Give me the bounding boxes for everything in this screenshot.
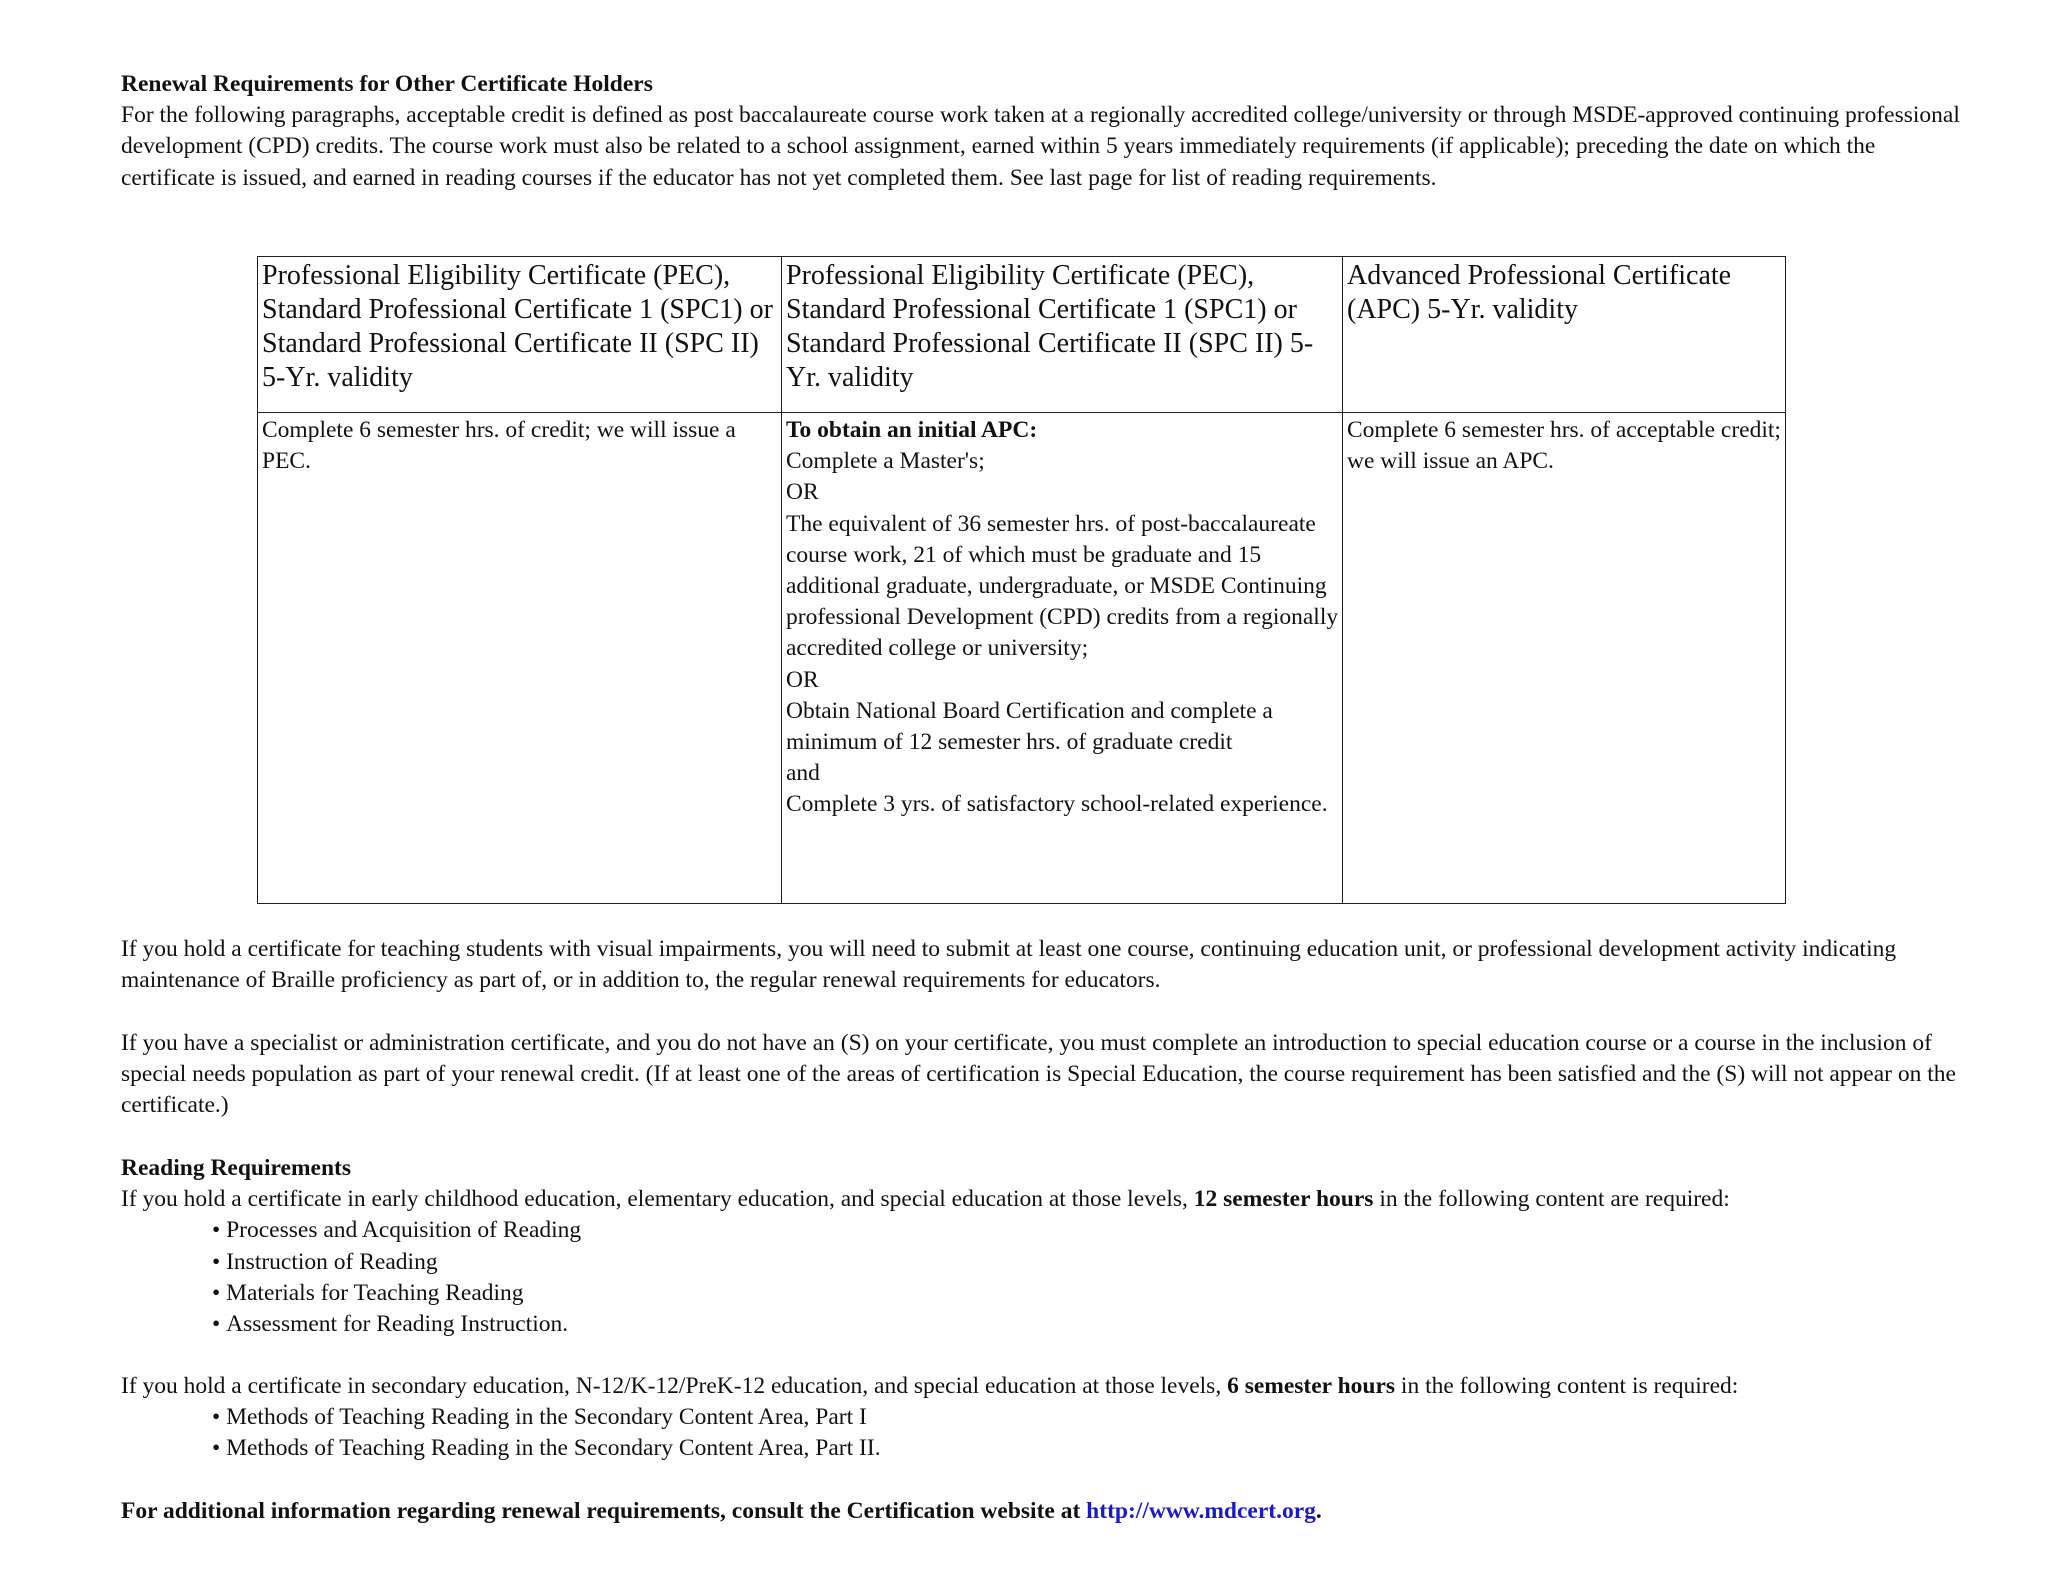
- reading-requirements-section: [121, 1153, 1971, 1340]
- reading-heading: Reading Requirements: [121, 1155, 351, 1181]
- footer-text: For additional information regarding renewal requirements, consult the Certification website at: [121, 1498, 1087, 1524]
- secondary-paragraph: [121, 1371, 1971, 1402]
- renewal-requirements-table: [257, 256, 1786, 904]
- list-item: • Processes and Acquisition of Reading: [212, 1215, 1971, 1246]
- apc-line: OR: [786, 479, 819, 506]
- intro-paragraph: For the following paragraphs, acceptable credit is defined as post baccalaureate course work taken at a regionally accredited college/university or through MSDE-approved continuing professional development (CPD) credits. The course work must also be related to a school assignment, earned within 5 years immediately requirements (if applicable); preceding the date on which the certificate is issued, and earned in reading courses if the educator has not yet completed them. See last page for list of reading requirements.: [121, 102, 1960, 191]
- certification-website-link[interactable]: http://www.mdcert.org: [1086, 1498, 1316, 1524]
- special-education-paragraph: If you have a specialist or administration certificate, and you do not have an (S) on your certificate, you must complete an introduction to special education course or a course in the inclusion of special needs population as part of your renewal credit. (If at least one of the areas of certification is Special Education, the course requirement has been satisfied and the (S) will not appear on the certificate.): [121, 1030, 1956, 1119]
- table-cell-pec: Complete 6 semester hrs. of credit; we will issue a PEC.: [258, 413, 782, 904]
- footer-period: .: [1315, 1498, 1322, 1524]
- apc-line: Complete a Master's;: [786, 448, 985, 475]
- table-cell-apc: Complete 6 semester hrs. of acceptable credit; we will issue an APC.: [1343, 413, 1786, 904]
- reading-paragraph: [121, 1184, 1971, 1215]
- list-item: • Methods of Teaching Reading in the Secondary Content Area, Part I: [212, 1402, 1971, 1433]
- footer-note: [121, 1496, 1971, 1527]
- intro-heading: Renewal Requirements for Other Certificate Holders: [121, 71, 653, 97]
- secondary-list: [121, 1402, 1971, 1464]
- reading-text: in the following content are required:: [1373, 1186, 1730, 1213]
- list-item: • Methods of Teaching Reading in the Secondary Content Area, Part II.: [212, 1433, 1971, 1464]
- secondary-text: If you hold a certificate in secondary education, N-12/K-12/PreK-12 education, and special education at those levels,: [121, 1373, 1228, 1399]
- reading-list: [121, 1215, 1971, 1340]
- table-header-row: [258, 257, 1786, 413]
- secondary-hours: 6 semester hours: [1227, 1373, 1396, 1399]
- apc-line: OR: [786, 666, 819, 693]
- list-item: • Materials for Teaching Reading: [212, 1278, 1971, 1309]
- table-row: [258, 413, 1786, 904]
- reading-hours: 12 semester hours: [1193, 1186, 1374, 1213]
- list-item: • Assessment for Reading Instruction.: [212, 1309, 1971, 1340]
- secondary-text: in the following content is required:: [1395, 1373, 1739, 1399]
- apc-line: and: [786, 760, 820, 787]
- intro-section: [121, 69, 1971, 194]
- braille-paragraph: If you hold a certificate for teaching students with visual impairments, you will need to submit at least one course, continuing education unit, or professional development activity indicating maintenance of Braille proficiency as part of, or in addition to, the regular renewal requirements for educators.: [121, 936, 1897, 994]
- table-header-cell: Professional Eligibility Certificate (PEC), Standard Professional Certificate 1 (SPC1) or Standard Professional Certificate II (SPC II) 5-Yr. validity: [782, 257, 1343, 413]
- apc-initial-title: To obtain an initial APC:: [786, 417, 1038, 443]
- apc-line: The equivalent of 36 semester hrs. of post-baccalaureate course work, 21 of which must be graduate and 15 additional graduate, undergraduate, or MSDE Continuing professional Development (CPD) credits from a regionally accredited college or university;: [786, 510, 1339, 662]
- table-header-cell: Advanced Professional Certificate (APC) 5-Yr. validity: [1343, 257, 1786, 413]
- apc-line: Obtain National Board Certification and complete a minimum of 12 semester hrs. of graduate credit: [786, 697, 1273, 756]
- apc-line: Complete 3 yrs. of satisfactory school-related experience.: [786, 791, 1328, 818]
- secondary-section: [121, 1371, 1971, 1465]
- reading-text: If you hold a certificate in early childhood education, elementary education, and special education at those levels,: [121, 1186, 1194, 1213]
- table-header-cell: Professional Eligibility Certificate (PEC), Standard Professional Certificate 1 (SPC1) or Standard Professional Certificate II (SPC II) 5-Yr. validity: [258, 257, 782, 413]
- list-item: • Instruction of Reading: [212, 1247, 1971, 1278]
- table-cell-apc-initial: [782, 413, 1343, 904]
